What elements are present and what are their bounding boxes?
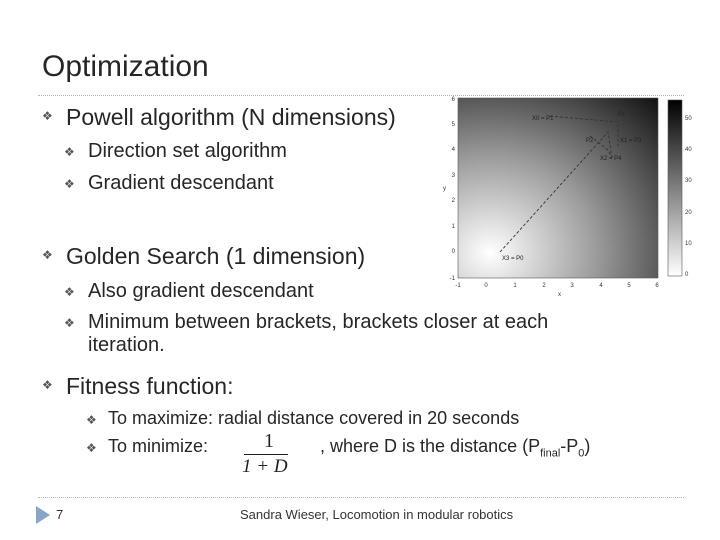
bullet-direction-set-text: Direction set algorithm [88,140,287,162]
y-tick-label: 2 [451,198,455,204]
powell-search-figure [440,92,702,300]
y-tick-label: 6 [451,97,455,103]
colorbar-tick-label: 30 [685,178,692,184]
y-tick-label: 4 [451,147,455,153]
y-tick-label: 1 [451,224,455,230]
x-tick-label: 3 [570,283,574,289]
x-tick-label: 4 [599,283,603,289]
formula-denominator: 1 + D [242,456,288,477]
colorbar-tick-label: 0 [685,272,689,278]
bullet-icon: ❖ [42,378,53,392]
bullet-powell [42,104,396,131]
x-tick-label: 0 [484,283,488,289]
bullet-icon: ❖ [42,248,53,262]
distance-definition-mid: -P [560,436,579,456]
distance-definition-prefix: , where D is the distance (P [320,436,541,456]
bullet-minimum-line1: Minimum between brackets, brackets closer at each [88,311,549,333]
point-label: X0 = P1 [532,116,554,122]
point-label: P2 [586,138,594,144]
bullet-icon: ❖ [86,441,97,455]
point-label: X1 = P3 [620,138,642,144]
x-tick-label: 6 [655,283,659,289]
x-tick-label: 2 [542,283,546,289]
page-number: 7 [56,507,64,522]
bullet-minimum-brackets-text [88,311,548,357]
x-tick-label: -1 [455,283,461,289]
x-tick-label: 1 [513,283,517,289]
bullet-golden-search [42,243,365,270]
formula-fraction-bar [244,454,288,455]
bullet-minimum-brackets [64,311,548,357]
point-label: P1 [618,112,626,118]
formula-numerator: 1 [264,430,274,452]
point-label: X3 = P0 [502,256,524,262]
bullet-icon: ❖ [64,316,75,330]
y-tick-label: 0 [451,249,455,255]
distance-subscript-final: final [540,447,561,460]
x-tick-label: 5 [627,283,631,289]
y-tick-label: 3 [451,173,455,179]
colorbar-tick-label: 50 [685,116,692,122]
colorbar-tick-label: 10 [685,241,692,247]
bullet-to-minimize [86,436,208,457]
bullet-to-minimize-text: To minimize: [108,436,209,456]
y-tick-label: 5 [451,122,455,128]
colorbar-tick-label: 40 [685,147,692,153]
point-label: X2 = P4 [600,156,622,162]
footer-divider [38,497,684,498]
x-axis-label: x [558,292,561,298]
bullet-also-gradient [64,280,314,303]
distance-subscript-zero: 0 [578,447,585,460]
colorbar-tick-label: 20 [685,210,692,216]
colorbar [668,100,682,276]
bullet-direction-set [64,140,287,163]
distance-definition [320,436,590,460]
page-marker-icon [36,506,50,524]
slide-title: Optimization [42,50,209,83]
bullet-golden-search-text: Golden Search (1 dimension) [66,243,366,269]
bullet-icon: ❖ [64,177,75,191]
bullet-icon: ❖ [64,285,75,299]
y-axis-label: y [443,186,446,192]
bullet-minimum-line2: iteration. [88,334,165,356]
bullet-also-gradient-text: Also gradient descendant [88,280,314,302]
y-tick-label: -1 [449,276,455,282]
bullet-gradient-descendant-text: Gradient descendant [88,172,274,194]
distance-definition-suffix: ) [584,436,591,456]
bullet-fitness-function-text: Fitness function: [66,373,234,399]
bullet-icon: ❖ [64,145,75,159]
bullet-powell-text: Powell algorithm (N dimensions) [66,104,396,130]
bullet-to-maximize [86,408,519,429]
bullet-icon: ❖ [42,109,53,123]
bullet-fitness-function [42,373,233,400]
bullet-to-maximize-text: To maximize: radial distance covered in 20 seconds [108,408,520,428]
footer-text: Sandra Wieser, Locomotion in modular robotics [240,507,514,522]
bullet-icon: ❖ [86,413,97,427]
fitness-formula [240,430,294,478]
bullet-gradient-descendant [64,172,274,195]
